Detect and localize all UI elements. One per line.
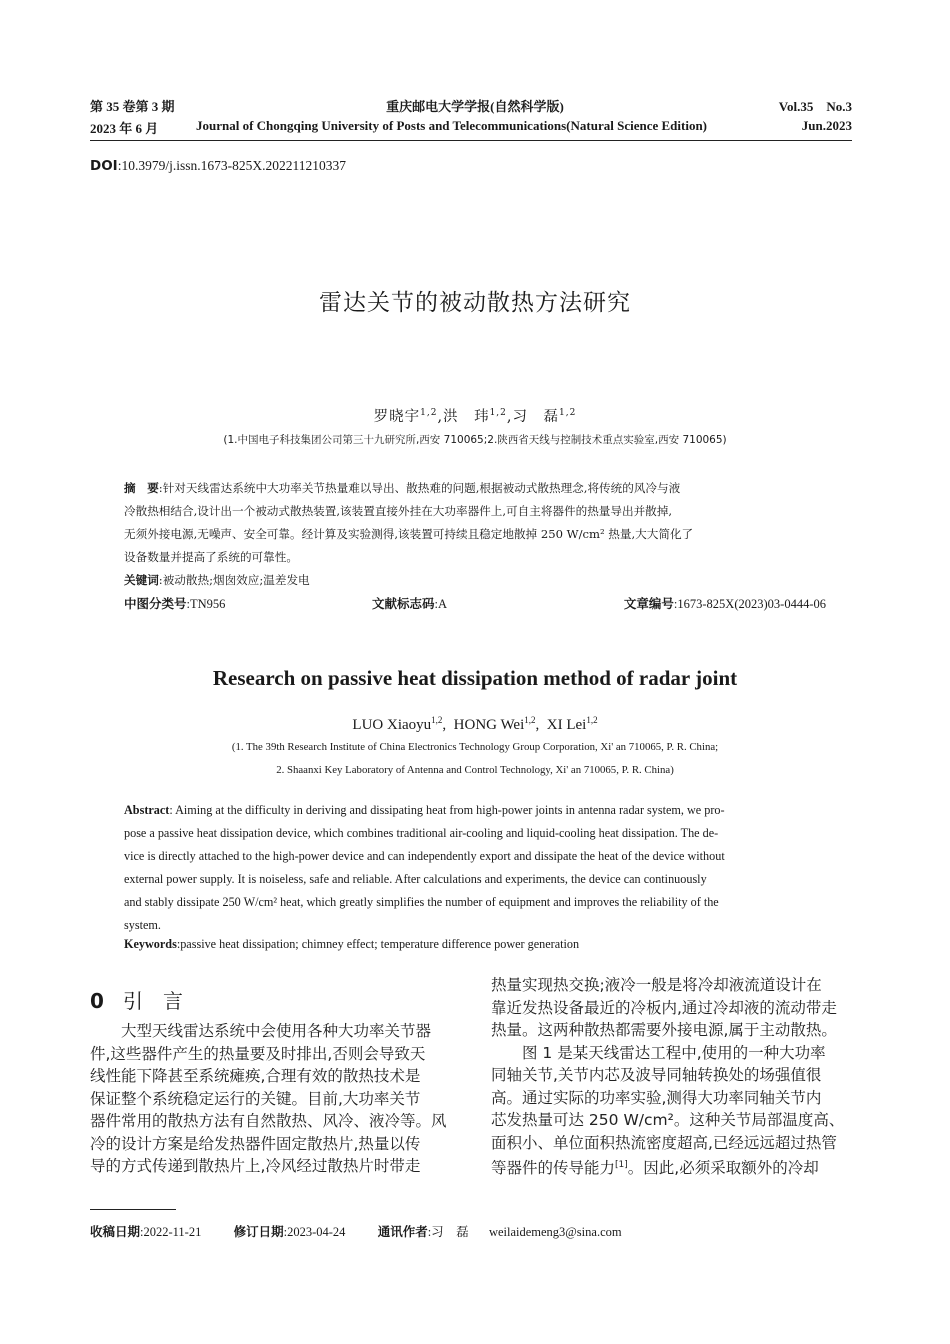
author-cn-3: 习 磊 bbox=[512, 409, 560, 425]
body-line: 件,这些器件产生的热量要及时排出,否则会导致天 bbox=[90, 1044, 426, 1063]
revised-date: :2023-04-24 bbox=[283, 1225, 346, 1239]
body-line: 冷的设计方案是给发热器件固定散热片,热量以传 bbox=[90, 1134, 421, 1153]
authors-cn: 罗晓宇$^{1,2}$,洪 玮$^{1,2}$,习 磊$^{1,2}$ bbox=[373, 408, 577, 425]
keywords-cn-label: 关键词 bbox=[124, 573, 159, 587]
doi-value[interactable]: :10.3979/j.issn.1673-825X.202211210337 bbox=[117, 158, 346, 173]
body-line: 高。通过实际的功率实验,测得大功率同轴关节内 bbox=[491, 1088, 822, 1107]
doi-line bbox=[90, 158, 346, 174]
author-cn-1: 罗晓宇 bbox=[373, 409, 421, 425]
header-journal-en: Journal of Chongqing University of Posts and Telecommunications(Natural Science Edition) bbox=[196, 118, 708, 133]
keywords-en bbox=[124, 937, 579, 952]
body-line: 器件常用的散热方法有自然散热、风冷、液冷等。风 bbox=[90, 1112, 447, 1130]
abstract-en-line: external power supply. It is noiseless, safe and reliable. After calculations and experiments, the device can continuously bbox=[124, 872, 707, 886]
header-divider bbox=[90, 140, 852, 141]
abstract-en-line: : Aiming at the difficulty in deriving and dissipating heat from high-power joints in antenna radar system, we pro- bbox=[169, 803, 725, 817]
abstract-en bbox=[124, 799, 828, 937]
abstract-cn-line: 冷散热相结合,设计出一个被动式散热装置,该装置直接外挂在大功率器件上,可自主将器件的热量导出并散掉, bbox=[124, 504, 673, 518]
body-line: 芯发热量可达 250 W/cm²。这种关节局部温度高、 bbox=[491, 1111, 845, 1129]
abstract-cn-line: 设备数量并提高了系统的可靠性。 bbox=[124, 550, 298, 564]
clc-number: 中图分类号:TN956 bbox=[124, 596, 226, 611]
affiliation-en-line1: (1. The 39th Research Institute of China Electronics Technology Group Corporation, Xi' an 710065, P. R. China; bbox=[231, 741, 719, 753]
authors-en: LUO Xiaoyu$^{1,2}$, HONG Wei$^{1,2}$, XI Lei$^{1,2}$ bbox=[352, 715, 598, 733]
body-line: 热量。这两种散热都需要外接电源,属于主动散热。 bbox=[491, 1021, 837, 1039]
body-line: 等器件的传导能力[1]。因此,必须采取额外的冷却 bbox=[491, 1159, 819, 1178]
author-cn-2: 洪 玮 bbox=[443, 409, 490, 425]
received-label: 收稿日期 bbox=[90, 1224, 141, 1239]
body-right-column bbox=[491, 974, 861, 1180]
corresponding-email[interactable]: weilaidemeng3@sina.com bbox=[488, 1225, 622, 1239]
header-volume-cn: 第 35 卷第 3 期 bbox=[90, 99, 175, 114]
article-number: 文章编号:1673-825X(2023)03-0444-06 bbox=[623, 596, 826, 611]
section-number: 0 bbox=[90, 989, 104, 1013]
footnote bbox=[90, 1222, 622, 1240]
header-journal-cn: 重庆邮电大学学报(自然科学版) bbox=[386, 99, 564, 114]
author-en-2: HONG Wei bbox=[453, 717, 525, 733]
revised-label: 修订日期 bbox=[233, 1224, 284, 1239]
body-line: 线性能下降甚至系统瘫痪,合理有效的散热技术是 bbox=[90, 1067, 421, 1085]
body-line: 导的方式传递到散热片上,冷风经过散热片时带走 bbox=[90, 1157, 421, 1175]
abstract-cn bbox=[124, 477, 834, 569]
corresponding-label: 通讯作者 bbox=[377, 1224, 428, 1239]
abstract-en-line: and stably dissipate 250 W/cm² heat, which greatly simplifies the number of equipment and improves the reliability of the bbox=[124, 895, 719, 909]
author-en-3: XI Lei bbox=[546, 717, 587, 733]
abstract-en-line: vice is directly attached to the high-power device and can independently export and dissipate the heat of the device without bbox=[124, 849, 725, 863]
document-code: 文献标志码:A bbox=[372, 596, 448, 611]
body-line: 同轴关节,关节内芯及波导同轴转换处的场强值很 bbox=[491, 1066, 822, 1084]
abstract-cn-line: :针对天线雷达系统中大功率关节热量难以导出、散热难的问题,根据被动式散热理念,将传统的风冷与液 bbox=[158, 481, 681, 495]
abstract-cn-line: 无须外接电源,无噪声、安全可靠。经计算及实验测得,该装置可持续且稳定地散掉 250 W/cm² 热量,大大简化了 bbox=[124, 527, 694, 541]
body-line: 热量实现热交换;液冷一般是将冷却液流道设计在 bbox=[491, 976, 822, 994]
author-en-1: LUO Xiaoyu bbox=[352, 717, 432, 733]
body-line: 图 1 是某天线雷达工程中,使用的一种大功率 bbox=[491, 1043, 826, 1062]
corresponding-name: :习 磊 bbox=[427, 1225, 469, 1239]
abstract-en-label: Abstract bbox=[124, 803, 170, 817]
citation-link[interactable]: [1] bbox=[615, 1160, 628, 1170]
footnote-divider bbox=[90, 1209, 176, 1210]
abstract-cn-label: 摘 要 bbox=[124, 481, 159, 495]
affiliation-cn: (1.中国电子科技集团公司第三十九研究所,西安 710065;2.陕西省天线与控制技术重点实验室,西安 710065) bbox=[223, 434, 727, 446]
abstract-en-line: pose a passive heat dissipation device, which combines traditional air-cooling and liquid-cooling heat dissipation. The de- bbox=[124, 826, 719, 840]
keywords-cn bbox=[124, 569, 310, 592]
section-title: 引 言 bbox=[123, 989, 183, 1013]
body-line: 面积小、单位面积热流密度超高,已经远远超过热管 bbox=[491, 1133, 837, 1152]
body-left-column bbox=[90, 1020, 460, 1178]
keywords-en-value: :passive heat dissipation; chimney effect; temperature difference power generation bbox=[176, 937, 580, 951]
abstract-en-line: system. bbox=[124, 918, 161, 932]
body-line: 大型天线雷达系统中会使用各种大功率关节器 bbox=[90, 1022, 432, 1040]
page-title-en: Research on passive heat dissipation method of radar joint bbox=[212, 666, 738, 690]
header-date-en: Jun.2023 bbox=[801, 118, 852, 133]
doi-label: DOI bbox=[90, 158, 118, 174]
section-heading bbox=[90, 985, 183, 1014]
received-date: :2022-11-21 bbox=[140, 1225, 202, 1239]
keywords-cn-value: :被动散热;烟囱效应;温差发电 bbox=[158, 573, 310, 587]
header-date-cn: 2023 年 6 月 bbox=[90, 121, 159, 136]
header-volume-en: Vol.35 No.3 bbox=[778, 99, 852, 114]
body-line: 靠近发热设备最近的冷板内,通过冷却液的流动带走 bbox=[491, 998, 837, 1017]
body-line: 保证整个系统稳定运行的关键。目前,大功率关节 bbox=[90, 1089, 421, 1108]
affiliation-en-line2: 2. Shaanxi Key Laboratory of Antenna and Control Technology, Xi' an 710065, P. R. China) bbox=[276, 764, 674, 776]
page-title-cn: 雷达关节的被动散热方法研究 bbox=[319, 290, 631, 316]
keywords-en-label: Keywords bbox=[124, 937, 177, 951]
